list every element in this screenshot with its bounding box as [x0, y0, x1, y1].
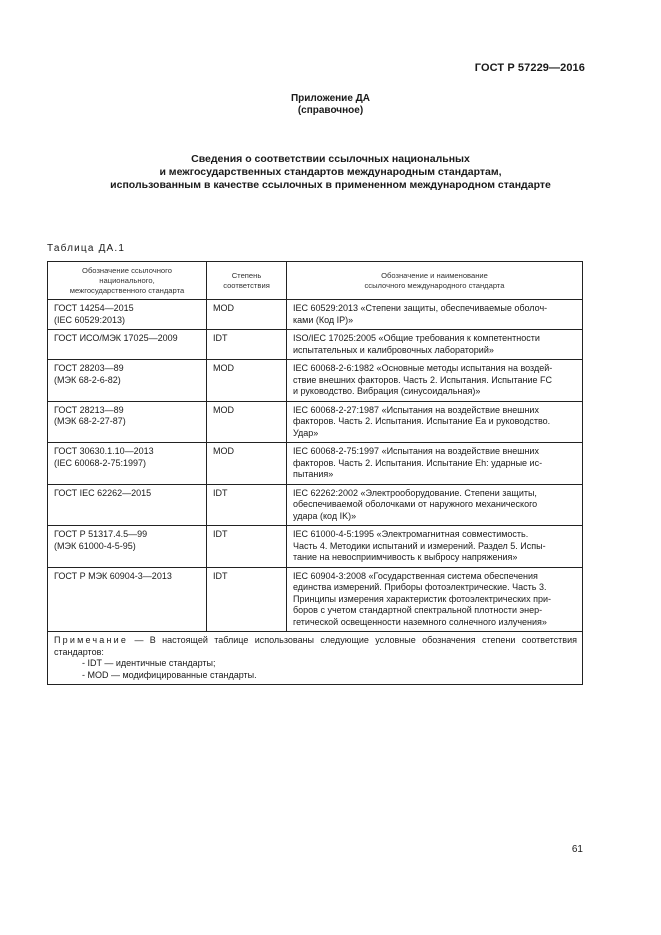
- note-item-idt: - IDT — идентичные стандарты;: [82, 658, 216, 668]
- appendix-heading: [0, 93, 661, 117]
- header-degree: Степень соответствия: [207, 262, 287, 300]
- international-standard-line: гетической освещенности наземного солнечного излучения»: [293, 616, 547, 627]
- international-standard-line: IEC 60068-2-6:1982 «Основные методы испытания на воздей-: [293, 363, 553, 373]
- national-standard-line: ГОСТ 30630.1.10—2013: [54, 446, 154, 456]
- degree-cell: IDT: [207, 526, 287, 568]
- national-standard-cell: [48, 360, 207, 402]
- national-standard-cell: [48, 567, 207, 632]
- national-standard-line: ГОСТ 28213—89: [54, 404, 124, 415]
- national-standard-cell: [48, 443, 207, 485]
- international-standard-line: IEC 60068-2-75:1997 «Испытания на воздействие внешних: [293, 446, 539, 456]
- international-standard-cell: [287, 526, 583, 568]
- degree-cell: IDT: [207, 567, 287, 632]
- table-row: [48, 567, 583, 632]
- national-standard-line: ГОСТ Р МЭК 60904-3—2013: [54, 570, 172, 581]
- national-standard-line: ГОСТ 28203—89: [54, 363, 124, 373]
- table-caption: Таблица ДА.1: [47, 243, 126, 254]
- title-line: Сведения о соответствии ссылочных национальных: [191, 153, 470, 165]
- international-standard-cell: [287, 567, 583, 632]
- international-standard-line: факторов. Часть 2. Испытания. Испытание Eh: ударные ис-: [293, 457, 543, 468]
- international-standard-line: и руководство. Вибрация (синусоидальная)»: [293, 386, 481, 396]
- appendix-title: Приложение ДА: [290, 93, 371, 104]
- degree-cell: MOD: [207, 443, 287, 485]
- title-line: использованным в качестве ссылочных в примененном международном стандарте: [110, 179, 551, 191]
- national-standard-line: (МЭК 68-2-27-87): [54, 416, 126, 426]
- international-standard-line: IEC 60529:2013 «Степени защиты, обеспечиваемые оболоч-: [293, 303, 548, 313]
- international-standard-cell: [287, 443, 583, 485]
- national-standard-cell: [48, 330, 207, 360]
- national-standard-line: ГОСТ ИСО/МЭК 17025—2009: [54, 333, 178, 343]
- table-row: [48, 443, 583, 485]
- header-international-standard: Обозначение и наименование ссылочного международного стандарта: [287, 262, 583, 300]
- header-national-standard: Обозначение ссылочного национального, межгосударственного стандарта: [48, 262, 207, 300]
- international-standard-line: ISO/IEC 17025:2005 «Общие требования к компетентности: [293, 333, 540, 343]
- international-standard-line: IEC 62262:2002 «Электрооборудование. Степени защиты,: [293, 487, 537, 498]
- international-standard-line: боров с учетом стандартной спектральной плотности энер-: [293, 605, 543, 615]
- note-item-mod: - MOD — модифицированные стандарты.: [82, 669, 257, 680]
- table-header-row: [48, 262, 583, 300]
- table-row: [48, 300, 583, 330]
- national-standard-line: (МЭК 68-2-6-82): [54, 374, 121, 385]
- international-standard-cell: [287, 360, 583, 402]
- international-standard-line: пытания»: [293, 469, 334, 479]
- note-label: Примечание: [54, 635, 129, 645]
- international-standard-line: испытательных и калибровочных лабораторий»: [293, 344, 494, 355]
- standards-table: [47, 261, 583, 685]
- international-standard-line: IEC 60068-2-27:1987 «Испытания на воздействие внешних: [293, 404, 539, 415]
- note-text: — В настоящей таблице использованы следующие условные обозначения степени соответствия стандартов:: [54, 635, 577, 657]
- national-standard-line: (IEC 60068-2-75:1997): [54, 457, 147, 468]
- degree-cell: IDT: [207, 484, 287, 526]
- international-standard-cell: [287, 330, 583, 360]
- table-row: [48, 360, 583, 402]
- international-standard-line: факторов. Часть 2. Испытания. Испытание Ea и руководство.: [293, 416, 551, 426]
- degree-cell: MOD: [207, 300, 287, 330]
- international-standard-line: обеспечиваемой оболочками от наружного механического: [293, 499, 538, 509]
- national-standard-line: ГОСТ 14254—2015: [54, 303, 134, 313]
- international-standard-line: IEC 60904-3:2008 «Государственная система обеспечения: [293, 570, 538, 581]
- document-title: [0, 153, 661, 192]
- national-standard-line: ГОСТ IEC 62262—2015: [54, 487, 152, 498]
- degree-cell: MOD: [207, 360, 287, 402]
- degree-cell: IDT: [207, 330, 287, 360]
- table-row: [48, 330, 583, 360]
- title-line: и межгосударственных стандартов международным стандартам,: [159, 166, 502, 178]
- international-standard-cell: [287, 401, 583, 443]
- national-standard-line: (IEC 60529:2013): [54, 314, 126, 325]
- national-standard-line: (МЭК 61000-4-5-95): [54, 540, 136, 551]
- international-standard-line: тание на невосприимчивость к выбросу напряжения»: [293, 552, 518, 562]
- page-number: 61: [571, 844, 583, 855]
- international-standard-line: удара (код IK)»: [293, 510, 357, 521]
- table-row: [48, 401, 583, 443]
- table-row: [48, 526, 583, 568]
- international-standard-cell: [287, 484, 583, 526]
- national-standard-line: ГОСТ Р 51317.4.5—99: [54, 529, 148, 539]
- table-note-row: [48, 632, 583, 685]
- international-standard-line: Часть 4. Методики испытаний и измерений. Раздел 5. Испы-: [293, 540, 546, 551]
- national-standard-cell: [48, 401, 207, 443]
- national-standard-cell: [48, 300, 207, 330]
- international-standard-line: IEC 61000-4-5:1995 «Электромагнитная совместимость.: [293, 529, 529, 539]
- international-standard-line: единства измерений. Приборы фотоэлектрические. Часть 3.: [293, 582, 547, 592]
- appendix-subtitle: (справочное): [297, 105, 364, 116]
- table-note: [48, 632, 583, 685]
- international-standard-line: Удар»: [293, 427, 319, 438]
- international-standard-line: ствие внешних факторов. Часть 2. Испытания. Испытание FC: [293, 374, 553, 385]
- standard-id-header: ГОСТ Р 57229—2016: [474, 62, 585, 74]
- international-standard-line: Принципы измерения характеристик фотоэлектрических при-: [293, 593, 551, 604]
- table-row: [48, 484, 583, 526]
- national-standard-cell: [48, 526, 207, 568]
- international-standard-line: ками (Код IP)»: [293, 314, 354, 325]
- international-standard-cell: [287, 300, 583, 330]
- degree-cell: MOD: [207, 401, 287, 443]
- national-standard-cell: [48, 484, 207, 526]
